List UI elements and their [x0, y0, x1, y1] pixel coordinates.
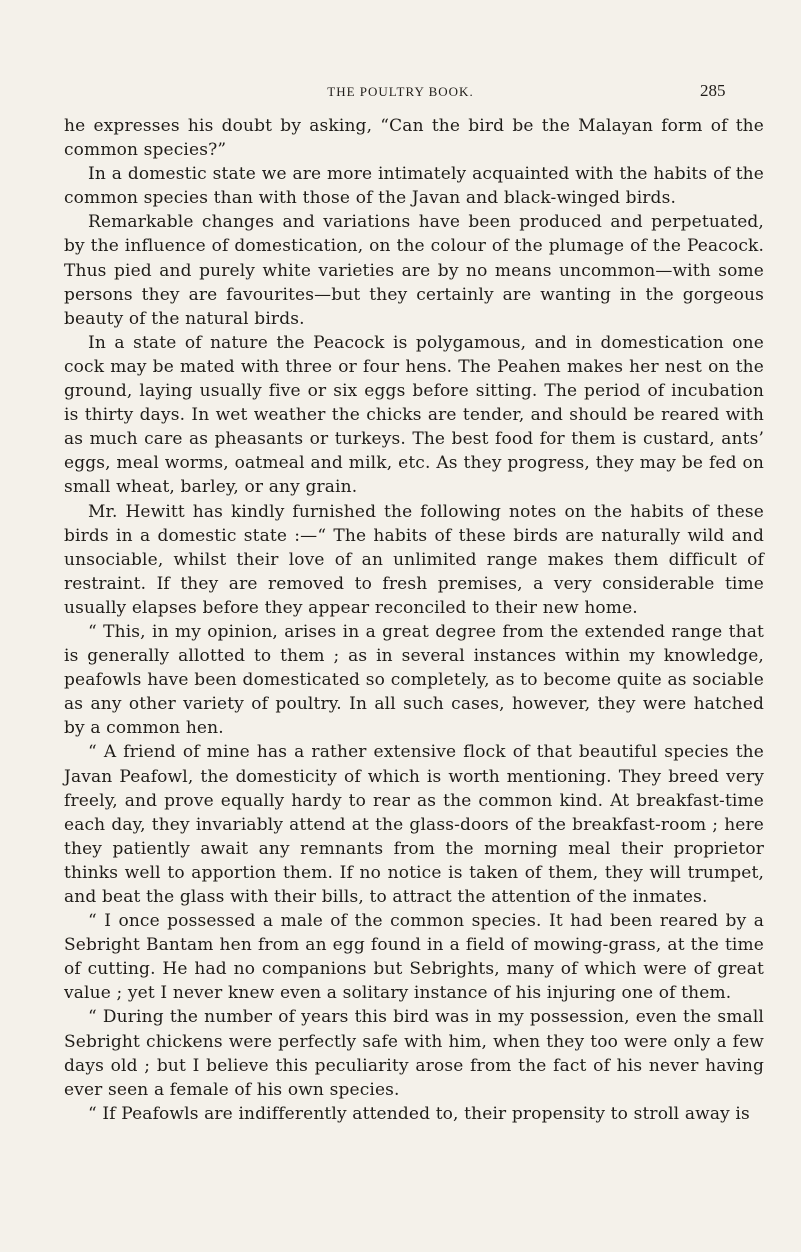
paragraph: Mr. Hewitt has kindly furnished the following notes on the habits of these birds in a domestic state :—“ The habits of these birds are naturally wild and unsociable, whilst their love of an unlimited range makes them difficult of restraint. If they are removed to fresh premises, a very considerable time usually elapses before they appear reconciled to their new home.: [64, 501, 764, 618]
paragraph: “ I once possessed a male of the common species. It had been reared by a Sebright Bantam hen from an egg found in a field of mowing-grass, at the time of cutting. He had no companions but Sebrights, many of which were of great value ; yet I never knew even a solitary instance of his injuring one of them.: [64, 911, 764, 1004]
paragraph: Remarkable changes and variations have been produced and perpetuated, by the influence of domestication, on the colour of the plumage of the Peacock. Thus pied and purely white varieties are by no means uncommon—with some persons they are favourites—but they certainly are wanting in the gorgeous beauty of the natural birds.: [64, 212, 764, 329]
page-number: 285: [700, 81, 726, 100]
paragraph: In a domestic state we are more intimately acquainted with the habits of the common species than with those of the Javan and black-winged birds.: [64, 164, 764, 209]
paragraph: “ This, in my opinion, arises in a great degree from the extended range that is generally allotted to them ; as in several instances within my knowledge, peafowls have been domesticated so completely, as to become quite as sociable as any other variety of poultry. In all such cases, however, they were hatched by a common hen.: [64, 621, 764, 739]
paragraph: he expresses his doubt by asking, “Can the bird be the Malayan form of the common species?”: [64, 116, 764, 161]
running-head: THE POULTRY BOOK.: [327, 84, 474, 99]
body-text: [64, 114, 764, 1126]
paragraph: “ During the number of years this bird was in my possession, even the small Sebright chickens were perfectly safe with him, when they too were only a few days old ; but I believe this peculiarity arose from the fact of his never having ever seen a female of his own species.: [64, 1007, 764, 1100]
paragraph: “ If Peafowls are indifferently attended to, their propensity to stroll away is: [88, 1103, 750, 1124]
page-header: [0, 81, 801, 104]
paragraph: “ A friend of mine has a rather extensive flock of that beautiful species the Javan Peafowl, the domesticity of which is worth mentioning. They breed very freely, and prove equally hardy to rear as the common kind. At breakfast-time each day, they invariably attend at the glass-doors of the breakfast-room ; here they patiently await any remnants from the morning meal their proprietor thinks well to apportion them. If no notice is taken of them, they will trumpet, and beat the glass with their bills, to attract the attention of the inmates.: [64, 742, 764, 907]
paragraph: In a state of nature the Peacock is polygamous, and in domestication one cock may be mated with three or four hens. The Peahen makes her nest on the ground, laying usually five or six eggs before sitting. The period of incubation is thirty days. In wet weather the chicks are tender, and should be reared with as much care as pheasants or turkeys. The best food for them is custard, ants’ eggs, meal worms, oatmeal and milk, etc. As they progress, they may be fed on small wheat, barley, or any grain.: [64, 332, 764, 498]
